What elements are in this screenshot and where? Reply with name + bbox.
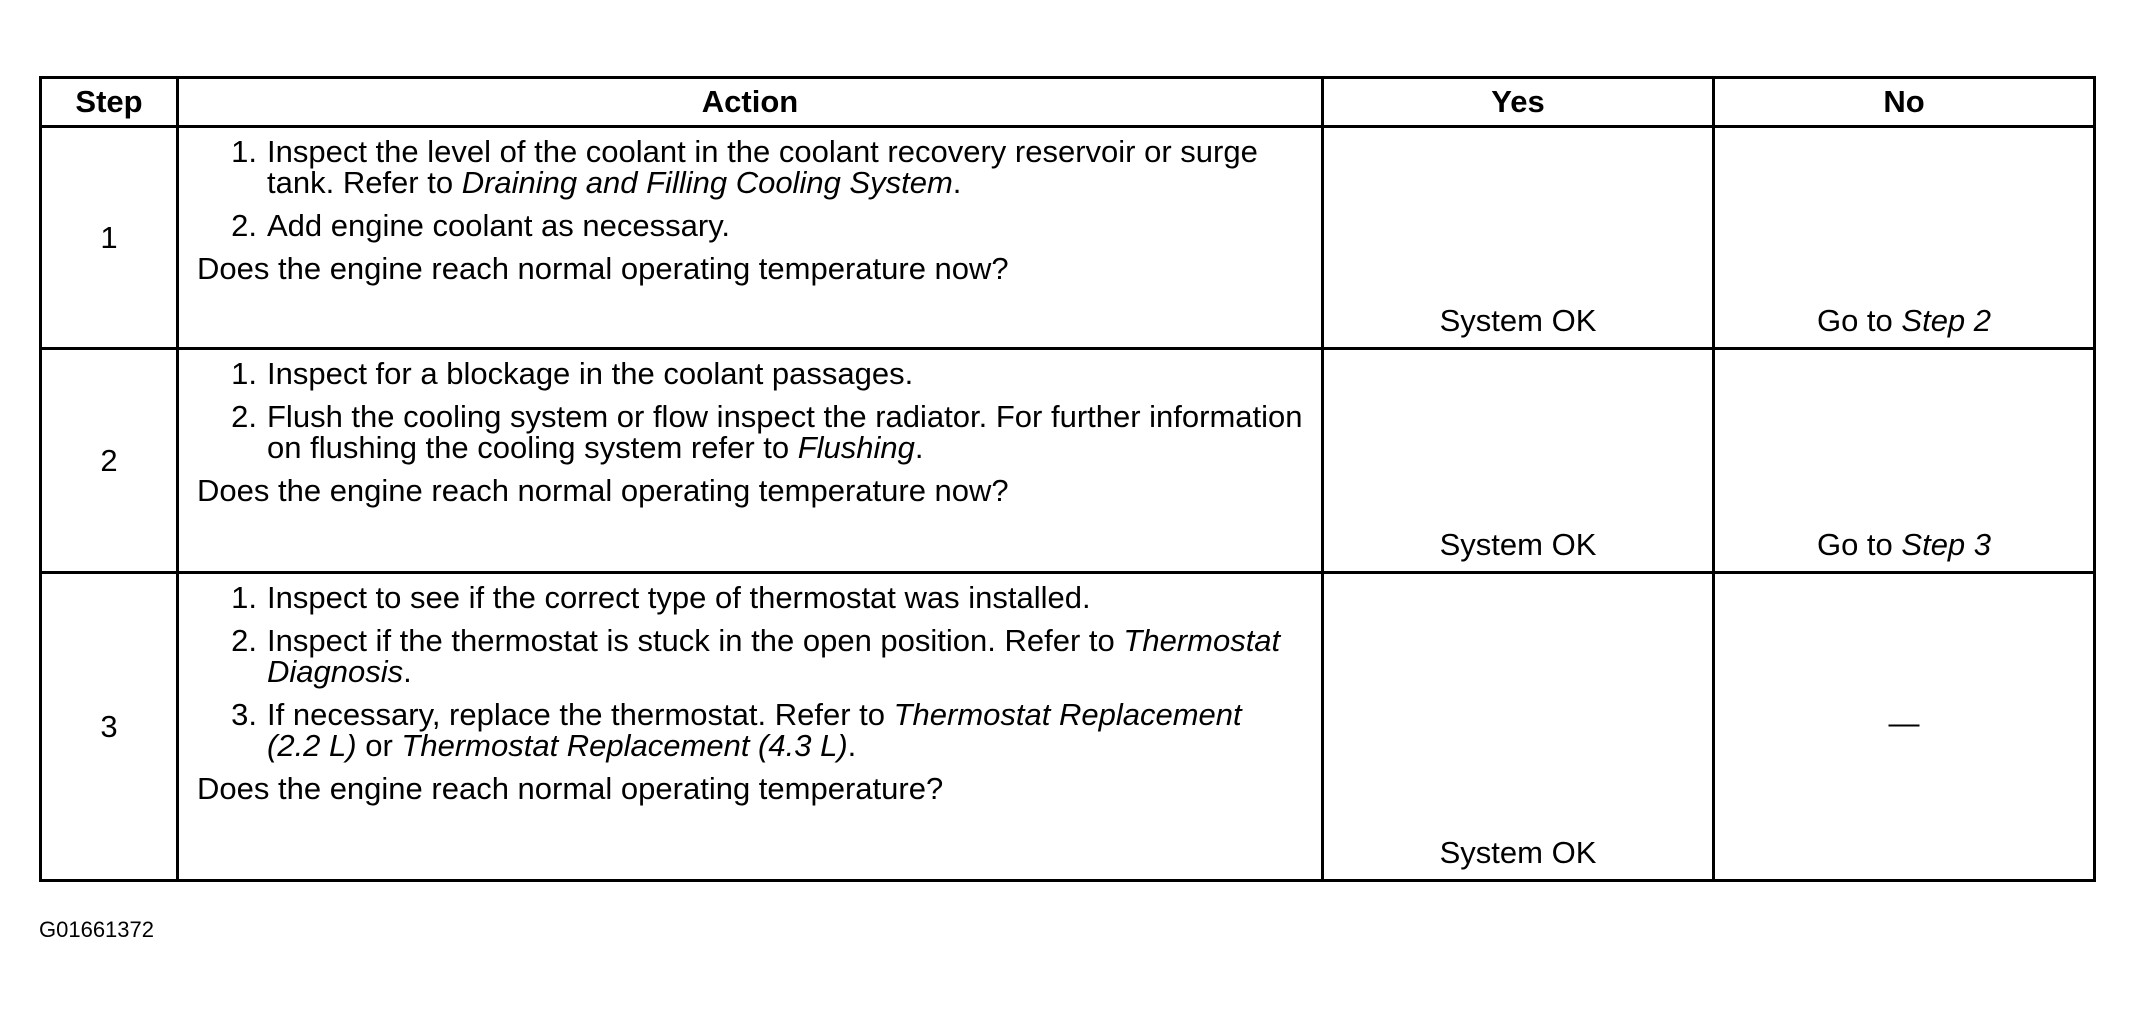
action-item-number: 1. [231, 580, 257, 615]
document-reference: Thermostat Replacement (4.3 L) [401, 728, 848, 763]
no-result-dash: — [1888, 704, 1920, 740]
text-segment: . [403, 654, 412, 689]
diagnostic-table [39, 76, 2096, 882]
action-item-text [267, 401, 1303, 463]
action-item-text [267, 625, 1303, 687]
diagnostic-question: Does the engine reach normal operating temperature? [197, 771, 944, 806]
header-step: Step [41, 78, 178, 127]
header-action: Action [178, 78, 1323, 127]
action-item-number: 2. [231, 623, 257, 658]
yes-result: System OK [1439, 527, 1597, 562]
step-number: 1 [41, 127, 178, 349]
action-item-text [267, 358, 1303, 389]
action-item [197, 699, 1303, 761]
text-segment: . [914, 430, 924, 465]
action-item-number: 2. [231, 208, 257, 243]
action-cell [178, 573, 1323, 881]
no-result-cell [1714, 349, 2095, 573]
text-segment: Inspect if the thermostat is stuck in the open position. Refer to [267, 623, 1124, 658]
text-segment: . [952, 165, 962, 200]
text-segment: or [356, 728, 402, 763]
text-segment: Add engine coolant as necessary. [267, 208, 731, 243]
step-reference: Step 3 [1901, 527, 1992, 562]
diagnostic-question: Does the engine reach normal operating temperature now? [197, 251, 1009, 286]
document-reference: Flushing [797, 430, 915, 465]
no-result [1715, 527, 2093, 563]
action-list [197, 582, 1303, 761]
action-item-number: 1. [231, 356, 257, 391]
text-segment: . [847, 728, 857, 763]
figure-id: G01661372 [39, 917, 154, 942]
action-item-text [267, 699, 1303, 761]
table-row [41, 349, 2095, 573]
action-list [197, 136, 1303, 241]
step-number: 2 [41, 349, 178, 573]
no-result-prefix: Go to [1816, 527, 1902, 562]
header-no: No [1714, 78, 2095, 127]
action-item-text [267, 210, 1303, 241]
step-number: 3 [41, 573, 178, 881]
action-item-text [267, 136, 1303, 198]
text-segment: Flush the cooling system or flow inspect the radiator. For further information on flushing the cooling system refer to [267, 399, 1303, 465]
header-yes: Yes [1323, 78, 1714, 127]
text-segment: Inspect for a blockage in the coolant passages. [267, 356, 914, 391]
action-list [197, 358, 1303, 463]
action-item-number: 1. [231, 134, 257, 169]
action-item [197, 401, 1303, 463]
yes-result: System OK [1439, 835, 1597, 870]
yes-result: System OK [1439, 303, 1597, 338]
action-item [197, 210, 1303, 241]
diagnostic-question: Does the engine reach normal operating temperature now? [197, 473, 1009, 508]
document-reference: Draining and Filling Cooling System [461, 165, 953, 200]
action-item-number: 2. [231, 399, 257, 434]
document-reference: Thermostat Replacement (2.2 L) [267, 697, 1242, 763]
text-segment: Inspect the level of the coolant in the coolant recovery reservoir or surge tank. Refer to [267, 134, 1258, 200]
table-row [41, 573, 2095, 881]
no-result-prefix: Go to [1816, 303, 1902, 338]
action-item [197, 582, 1303, 613]
action-cell [178, 349, 1323, 573]
yes-result-cell [1323, 573, 1714, 881]
document-reference: Thermostat Diagnosis [267, 623, 1281, 689]
no-result-cell [1714, 573, 2095, 881]
action-item-text [267, 582, 1303, 613]
text-segment: If necessary, replace the thermostat. Refer to [267, 697, 894, 732]
action-item [197, 358, 1303, 389]
text-segment: Inspect to see if the correct type of thermostat was installed. [267, 580, 1091, 615]
no-result [1715, 303, 2093, 339]
header-row [41, 78, 2095, 127]
action-item-number: 3. [231, 697, 257, 732]
no-result-cell [1714, 127, 2095, 349]
action-item [197, 136, 1303, 198]
step-reference: Step 2 [1901, 303, 1992, 338]
action-cell [178, 127, 1323, 349]
action-item [197, 625, 1303, 687]
table-row [41, 127, 2095, 349]
yes-result-cell [1323, 349, 1714, 573]
yes-result-cell [1323, 127, 1714, 349]
